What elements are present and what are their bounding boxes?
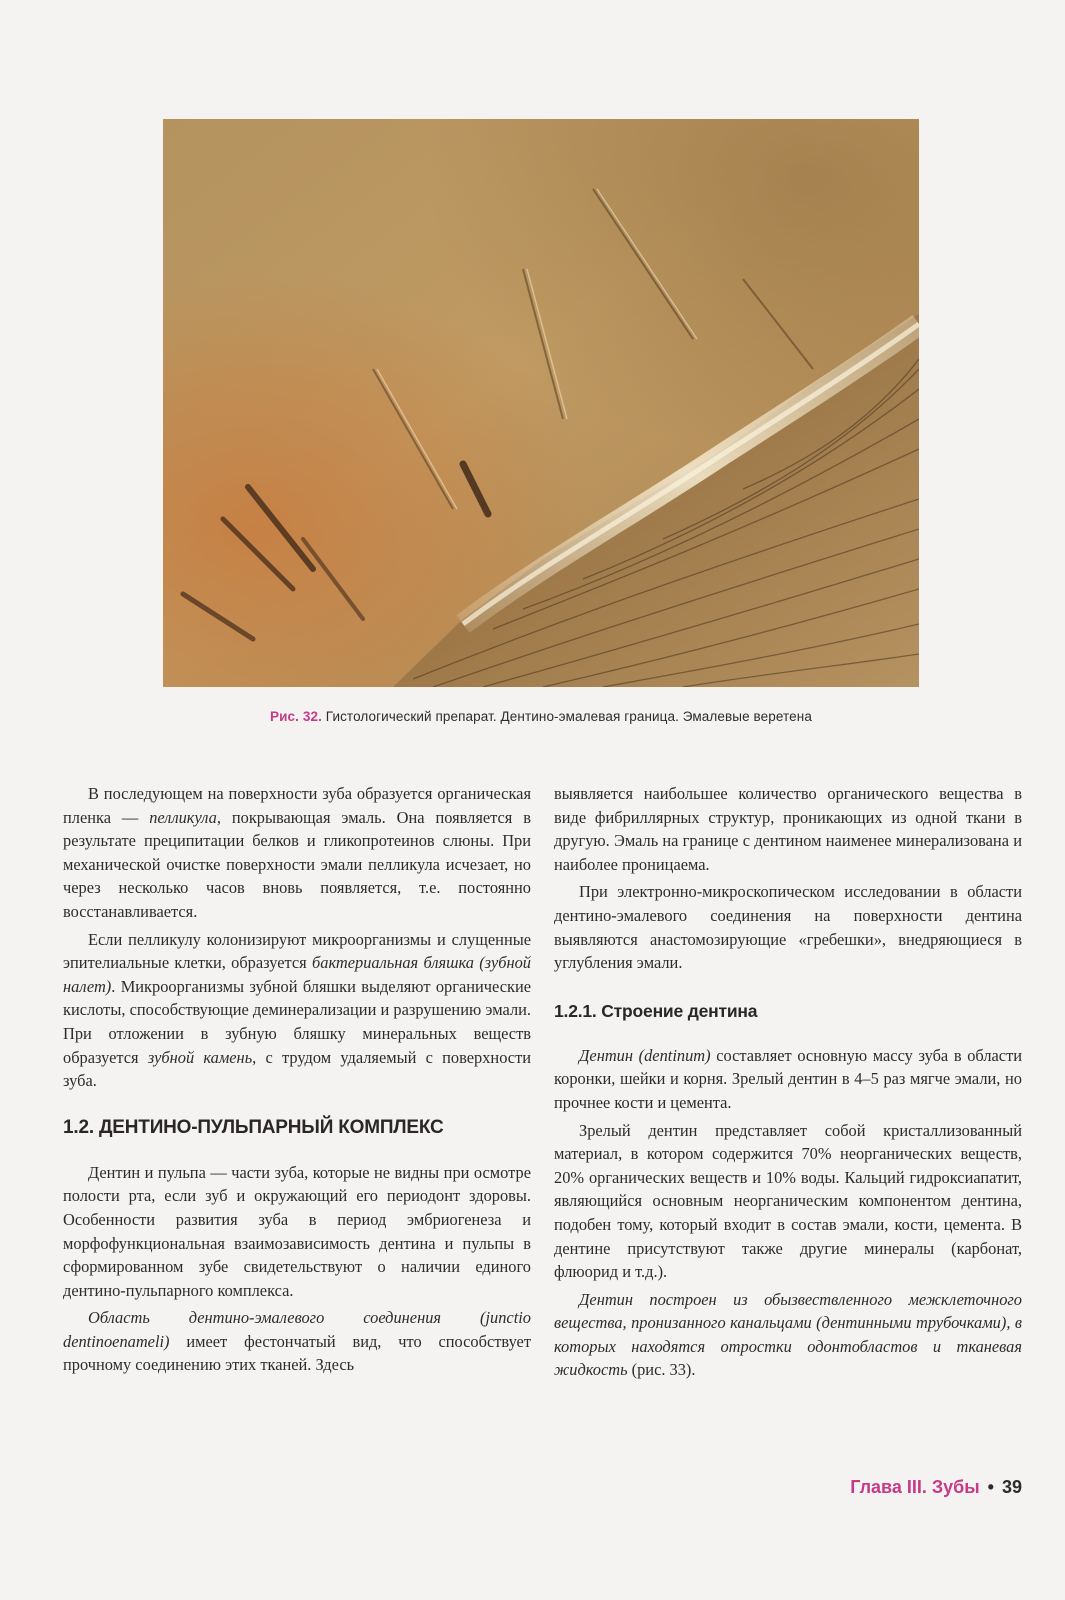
paragraph-dentin-definition: Дентин (dentinum) составляет основную массу зуба в области коронки, шейки и корня. Зрелый дентин в 4–5 раз мягче эмали, но прочнее кости и цемента. — [554, 1045, 1023, 1112]
paragraph-pellicle: В последующем на поверхности зуба образуется органическая пленка — пелликула, покрывающая эмаль. Она появляется в результате преципитации белков и гликопротеинов слюны. При механической очистке поверхности эмали пелликула исчезает, но через несколько часов вновь появляется, т.е. постоянно восстанавливается. — [63, 784, 531, 921]
right-column — [554, 782, 1022, 1386]
chapter-title: Глава III. Зубы — [850, 1477, 980, 1497]
figure-caption-text: Гистологический препарат. Дентино-эмалевая граница. Эмалевые веретена — [321, 709, 812, 724]
paragraph-electron-microscopy: При электронно-микроскопическом исследовании в области дентино-эмалевого соединения на поверхности дентина выявляются анастомозирующие «гребешки», внедряющиеся в углубления эмали. — [554, 882, 1022, 973]
paragraph-dentin-pulp: Дентин и пульпа — части зуба, которые не видны при осмотре полости рта, если зуб и окружающий его периодонт здоровы. Особенности развития зуба в период эмбриогенеза и морфофункциональная взаимозависимость дентина и пульпы в сформированном зубе свидетельствуют о наличии единого дентино-пульпарного комплекса. — [63, 1162, 531, 1300]
paragraph-dentin-structure: Дентин построен из обызвествленного межклеточного вещества, пронизанного канальцами (дентинными трубочками), в которых находятся отростки одонтобластов и тканевая жидкость (рис. 33). — [554, 1289, 1022, 1380]
histology-dentin-enamel-junction-image — [163, 119, 919, 687]
paragraph-bacterial-plaque: Если пелликулу колонизируют микроорганизмы и слущенные эпителиальные клетки, образуется бактериальная бляшка (зубной налет). Микроорганизмы зубной бляшки выделяют органические кислоты, способствующие деминерализации и разрушению эмали. При отложении в зубную бляшку минеральных веществ образуется зубной камень, с трудом удаляемый с поверхности зуба. — [63, 929, 532, 1091]
page-footer — [850, 1477, 1022, 1498]
subsection-heading: 1.2.1. Строение дентина — [554, 1000, 758, 1021]
left-column — [63, 782, 531, 1381]
paragraph-dentin-composition: Зрелый дентин представляет собой кристаллизованный материал, в котором содержится 70% неорганических веществ, 20% органических веществ и 10% воды. Кальций гидроксиапатит, являющийся основным неорганическим компонентом дентина, подобен тому, который входит в состав эмали, кости, цемента. В дентине присутствуют также другие минералы (карбонат, флюорид и т.д.). — [554, 1120, 1022, 1282]
paragraph-junction: Область дентино-эмалевого соединения (junctio dentinoenameli) имеет фестончатый вид, что способствует прочному соединению этих тканей. Здесь — [63, 1308, 531, 1375]
figure-label: Рис. 32. — [270, 709, 322, 724]
section-heading: 1.2. ДЕНТИНО-ПУЛЬПАРНЫЙ КОМПЛЕКС — [63, 1116, 444, 1138]
figure-caption — [163, 709, 919, 724]
footer-separator: • — [987, 1477, 994, 1497]
page-number: 39 — [1001, 1477, 1022, 1497]
paragraph-continuation: выявляется наибольшее количество органического вещества в виде фибриллярных структур, проникающих из одной ткани в другую. Эмаль на границе с дентином наименее минерализована и наиболее проницаема. — [554, 784, 1022, 874]
